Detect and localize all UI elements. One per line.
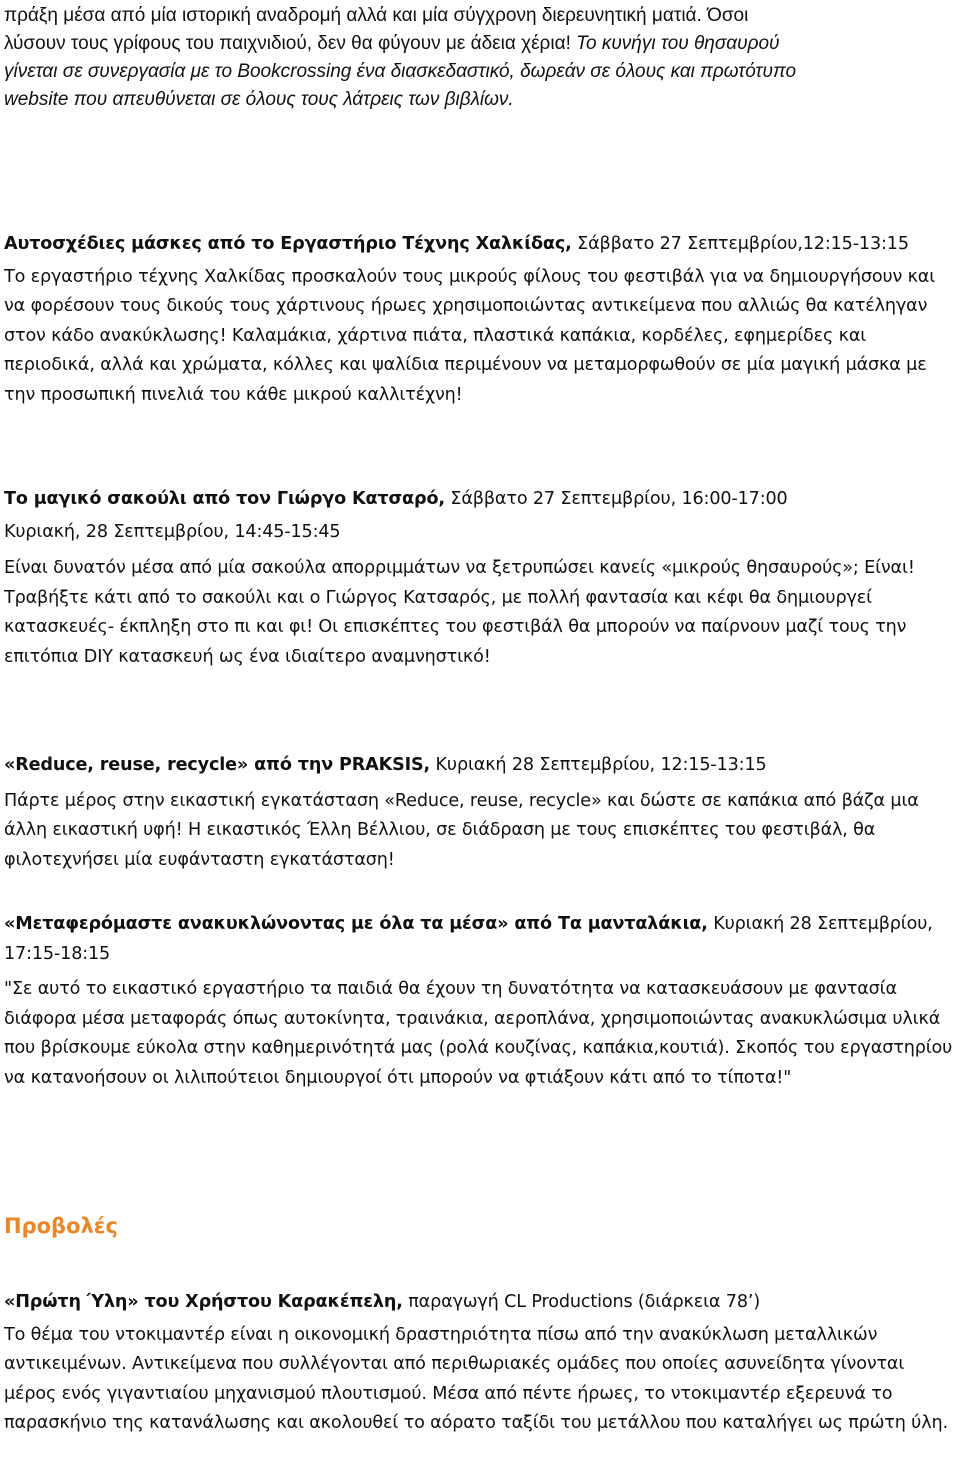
event-masks	[4, 230, 958, 411]
event-masks-title: Αυτοσχέδιες μάσκες από το Εργαστήριο Τέχνης Χαλκίδας,	[4, 234, 572, 254]
screenings-heading: Προβολές	[4, 1214, 118, 1238]
intro-line-3: γίνεται σε συνεργασία με το Bookcrossing ένα διασκεδαστικό, δωρεάν σε όλους και πρωτότυπο	[4, 61, 797, 82]
event-transport-when: Κυριακή 28 Σεπτεμβρίου, 17:15-18:15	[4, 914, 933, 964]
event-magic-bag	[4, 485, 958, 673]
intro-paragraph	[4, 2, 956, 114]
event-transport-description: "Σε αυτό το εικαστικό εργαστήριο τα παιδιά θα έχουν τη δυνατότητα να κατασκευάσουν με φαντασία διάφορα μέσα μεταφοράς όπως αυτοκίνητα, τραινάκια, αεροπλάνα, χρησιμοποιώντας ανακυκλώσιμα υλικά που βρίσκουμε εύκολα στην καθημερινότητά μας (ρολά κουζίνας, καπάκια,κουτιά). Σκοπός του εργαστηρίου να κατανοήσουν οι λιλιπούτειοι δημιουργοί ότι μπορούν να φτιάξουν κάτι από το τίποτα!"	[4, 979, 953, 1088]
event-magic-bag-when: Σάββατο 27 Σεπτεμβρίου, 16:00-17:00	[444, 489, 788, 509]
intro-line-2b: Το κυνήγι του θησαυρού	[570, 33, 780, 54]
screening-when: παραγωγή CL Productions (διάρκεια 78’)	[402, 1292, 761, 1312]
event-masks-when: Σάββατο 27 Σεπτεμβρίου,12:15-13:15	[571, 234, 909, 254]
screening-heading	[4, 1288, 958, 1318]
event-transport	[4, 910, 958, 1094]
screening-title: «Πρώτη Ύλη» του Χρήστου Καρακέπελη,	[4, 1292, 403, 1312]
intro-line-1: πράξη μέσα από μία ιστορική αναδρομή αλλά και μία σύγχρονη διερευνητική ματιά. Όσοι	[4, 5, 749, 26]
intro-line-2	[4, 30, 956, 58]
event-magic-bag-title: Το μαγικό σακούλι από τον Γιώργο Κατσαρό,	[4, 489, 445, 509]
event-transport-title: «Μεταφερόμαστε ανακυκλώνοντας με όλα τα μέσα» από Τα μανταλάκια,	[4, 914, 708, 934]
event-magic-bag-heading	[4, 485, 958, 515]
event-masks-heading	[4, 230, 958, 260]
event-reduce-reuse-title: «Reduce, reuse, recycle» από την PRAKSIS,	[4, 755, 431, 775]
event-reduce-reuse	[4, 751, 958, 875]
event-magic-bag-description: Είναι δυνατόν μέσα από μία σακούλα απορριμμάτων να ξετρυπώσει κανείς «μικρούς θησαυρούς»; Είναι! Τραβήξτε κάτι από το σακούλι και ο Γιώργος Κατσαρός, με πολλή φαντασία και κέφι θα δημιουργεί κατασκευές- έκπληξη στο πι και φι! Οι επισκέπτες του φεστιβάλ θα μπορούν να παίρνουν μαζί τους την επιτόπια DIY κατασκευή ως ένα ιδιαίτερο αναμνηστικό!	[4, 558, 915, 667]
screening-first-matter	[4, 1288, 958, 1439]
screening-description: Το θέμα του ντοκιμαντέρ είναι η οικονομική δραστηριότητα πίσω από την ανακύκλωση μεταλλικών αντικειμένων. Αντικείμενα που συλλέγονται από περιθωριακές ομάδες που οποίες ασυνείδητα γίνονται μέρος ενός γιγαντιαίου μηχανισμού πλουτισμού. Μέσα από πέντε ήρωες, το ντοκιμαντέρ εξερευνά το παρασκήνιο της κατανάλωσης και ακολουθεί το αόρατο ταξίδι του μετάλλου που καταλήγει ως πρώτη ύλη.	[4, 1324, 948, 1434]
event-reduce-reuse-description: Πάρτε μέρος στην εικαστική εγκατάσταση «Reduce, reuse, recycle» και δώστε σε καπάκια από βάζα μια άλλη εικαστική υφή! Η εικαστικός Έλλη Βέλλιου, σε διάδραση με τους επισκέπτες του φεστιβάλ, θα φιλοτεχνήσει μία ευφάνταστη εγκατάσταση!	[4, 790, 919, 870]
event-transport-heading	[4, 910, 958, 969]
event-magic-bag-extra-date: Κυριακή, 28 Σεπτεμβρίου, 14:45-15:45	[4, 521, 341, 542]
event-reduce-reuse-when: Κυριακή 28 Σεπτεμβρίου, 12:15-13:15	[430, 755, 767, 775]
event-masks-description: Το εργαστήριο τέχνης Χαλκίδας προσκαλούν τους μικρούς φίλους του φεστιβάλ για να δημιουργήσουν και να φορέσουν τους δικούς τους χάρτινους ήρωες χρησιμοποιώντας αντικείμενα που αλλιώς θα κατέληγαν στον κάδο ανακύκλωσης! Καλαμάκια, χάρτινα πιάτα, πλαστικά καπάκια, κορδέλες, εφημερίδες και περιοδικά, αλλά και χρώματα, κόλλες και ψαλίδια περιμένουν να μεταμορφωθούν σε μία μαγική μάσκα με την προσωπική πινελιά του κάθε μικρού καλλιτέχνη!	[4, 266, 936, 405]
intro-line-2a: λύσουν τους γρίφους του παιχνιδιού, δεν θα φύγουν με άδεια χέρια!	[4, 33, 571, 54]
event-reduce-reuse-heading	[4, 751, 958, 781]
intro-line-4: website που απευθύνεται σε όλους τους λάτρεις των βιβλίων.	[4, 89, 514, 110]
